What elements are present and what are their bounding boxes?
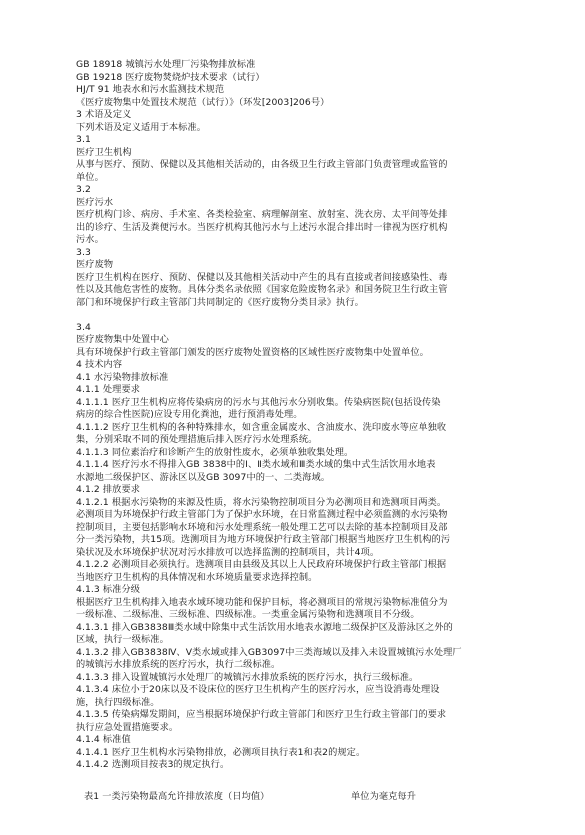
text-line: 医疗卫生机构在医疗、预防、保健以及其他相关活动中产生的具有直接或者间接感染性、毒 [76, 271, 448, 283]
text-line: 4.1.3.3 排入设置城镇污水处理厂的城镇污水排放系统的医疗污水，执行三级标准。 [76, 671, 419, 683]
text-line: 从事与医疗、预防、保健以及其他相关活动的，由各级卫生行政主管部门负责管理或监管的 [76, 159, 448, 170]
text-line: 医疗污水 [76, 196, 114, 208]
text-line: 3.1 [76, 134, 91, 145]
text-line: 3 术语及定义 [76, 109, 132, 120]
table-caption-title: 表1 一类污染物最高允许排放浓度（日均值） [84, 791, 270, 802]
text-line: 染状况及水环境保护状况对污水排放可以选择监测的控制项目，共计4项。 [76, 546, 380, 558]
text-line: 医疗卫生机构 [76, 146, 132, 158]
blank-line [76, 309, 79, 321]
text-line: 部门和环境保护行政主管部门共同制定的《医疗废物分类目录》执行。 [76, 296, 364, 308]
text-line: HJ/T 91 地表水和污水监测技术规范 [76, 84, 225, 95]
text-line: 4.1.3.4 床位小于20床以及不设床位的医疗卫生机构产生的医疗污水，应当设消毒处理设 [76, 684, 440, 695]
text-line: 4.1.3.5 传染病爆发期间，应当根据环境保护行政主管部门和医疗卫生行政主管部门的要求 [76, 709, 447, 720]
text-line: 4.1.4 标准值 [76, 734, 131, 745]
text-line: 单位。 [76, 171, 104, 183]
text-line: 3.4 [76, 321, 91, 333]
text-line: 4.1.1.1 医疗卫生机构应将传染病房的污水与其他污水分别收集。传染病医院(包括设传染 [76, 396, 441, 408]
text-line: 4.1.3 标准分级 [76, 584, 141, 595]
text-line: 区域，执行一级标准。 [76, 634, 169, 645]
text-line: 集，分别采取不同的预处理措施后排入医疗污水处理系统。 [76, 434, 318, 445]
text-line: 病房的综合性医院)应设专用化粪池，进行预消毒处理。 [76, 409, 303, 420]
text-line: 医疗废物集中处置中心 [76, 334, 169, 345]
text-line: 4.1.3.2 排入GB3838Ⅳ、Ⅴ类水域或排入GB3097中三类海域以及排入未设置城镇污水处理厂 [76, 646, 462, 658]
text-line: 4.1 水污染物排放标准 [76, 371, 169, 383]
text-line: 4.1.1.3 同位素治疗和诊断产生的放射性废水，必须单独收集处理。 [76, 446, 354, 458]
text-line: 根据医疗卫生机构排入地表水域环境功能和保护目标，将必测项目的常规污染物标准值分为 [76, 596, 448, 608]
text-line: 污水。 [76, 234, 104, 245]
text-line: 性以及其他危害性的废物。具体分类名录依照《国家危险废物名录》和国务院卫生行政主管 [76, 284, 448, 295]
text-line: 下列术语及定义适用于本标准。 [76, 121, 207, 133]
text-line: 3.2 [76, 184, 91, 195]
text-line: 4.1.1.2 医疗卫生机构的各种特殊排水，如含重金属废水、含油废水、洗印废水等应单独收 [76, 421, 447, 433]
text-line: 分一类污染物，共15项。选测项目为地方环境保护行政主管部门根据当地医疗卫生机构的污 [76, 534, 451, 545]
text-line: 施，执行四级标准。 [76, 696, 160, 708]
text-line: 4.1.1.4 医疗污水不得排入GB 3838中的Ⅰ、Ⅱ类水域和Ⅲ类水域的集中式生活饮用水地表 [76, 459, 436, 470]
text-line: 4.1.4.1 医疗卫生机构水污染物排放，必测项目执行表1和表2的规定。 [76, 746, 366, 758]
text-line: 一级标准、二级标准、三级标准、四级标准。一类重金属污染物和选测项目不分级。 [76, 609, 420, 620]
text-line: 4.1.1 处理要求 [76, 384, 141, 395]
text-line: 必测项目为环境保护行政主管部门为了保护水环境，在日常监测过程中必须监测的水污染物 [76, 509, 448, 520]
text-line: 水源地二级保护区、游泳区以及GB 3097中的一、二类海域。 [76, 471, 331, 483]
text-line: 医疗废物 [76, 259, 114, 270]
text-line: GB 19218 医疗废物焚烧炉技术要求（试行） [76, 71, 265, 83]
text-line: 4.1.2 排放要求 [76, 484, 141, 495]
table-caption-unit: 单位为毫克每升 [351, 791, 417, 802]
text-line: 《医疗废物集中处置技术规范（试行）》（环发[2003]206号） [76, 96, 330, 108]
text-line: 4.1.2.2 必测项目必须执行。选测项目由县级及其以上人民政府环境保护行政主管部门根据 [76, 559, 447, 570]
text-line: 4 技术内容 [76, 359, 123, 370]
text-line: 控制项目，主要包括影响水环境和污水处理系统一般处理工艺可以去除的基本控制项目及部 [76, 521, 448, 533]
text-line: 医疗机构门诊、病房、手术室、各类检验室、病理解剖室、放射室、洗衣房、太平间等处排 [76, 209, 448, 220]
text-line: 4.1.3.1 排入GB3838Ⅲ类水域中除集中式生活饮用水地表水源地二级保护区及游泳区之外的 [76, 621, 453, 633]
text-line: 具有环境保护行政主管部门颁发的医疗废物处置资格的区域性医疗废物集中处置单位。 [76, 346, 429, 358]
text-line: 当地医疗卫生机构的具体情况和水环境质量要求选择控制。 [76, 571, 318, 583]
text-line: 的城镇污水排放系统的医疗污水，执行二级标准。 [76, 659, 281, 670]
text-line: 3.3 [76, 246, 91, 258]
text-line: 4.1.4.2 选测项目按表3的规定执行。 [76, 759, 230, 770]
text-line: GB 18918 城镇污水处理厂污染物排放标准 [76, 59, 256, 70]
text-line: 执行应急处置措施要求。 [76, 721, 179, 733]
text-line: 4.1.2.1 根据水污染物的来源及性质，将水污染物控制项目分为必测项目和选测项目两类。 [76, 496, 447, 508]
text-line: 出的诊疗、生活及粪便污水。当医疗机构其他污水与上述污水混合排出时一律视为医疗机构 [76, 221, 448, 233]
